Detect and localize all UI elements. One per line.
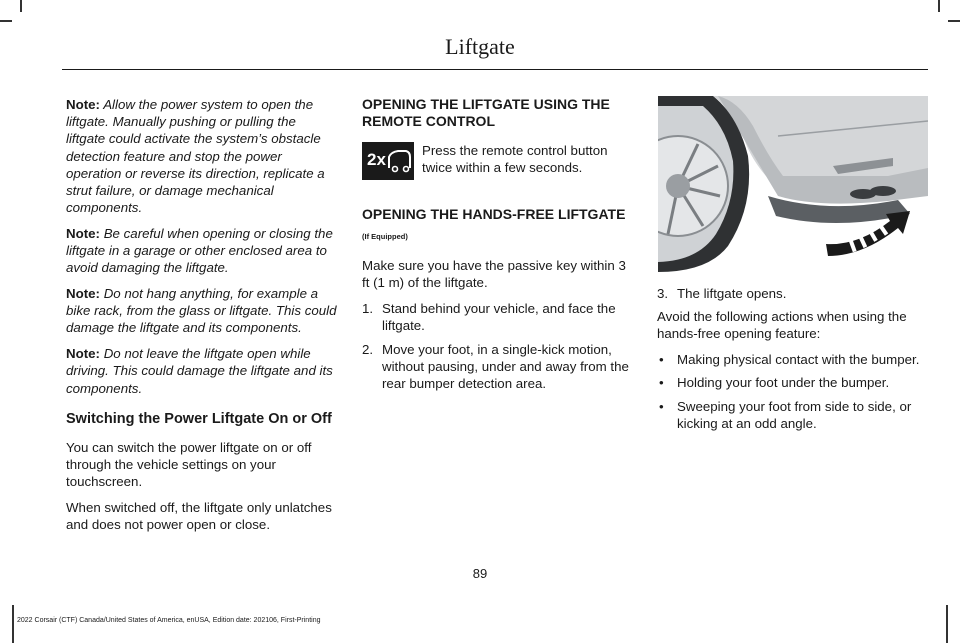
body-paragraph: You can switch the power liftgate on or off through the vehicle settings on your touchscreen. bbox=[66, 439, 312, 490]
bullet: • bbox=[659, 398, 664, 414]
note-text: Do not leave the liftgate open while driving. This could damage the liftgate and its components. bbox=[66, 346, 333, 396]
vehicle-rear-glyph bbox=[362, 142, 414, 180]
middle-column bbox=[362, 96, 634, 400]
page-number: 89 bbox=[472, 566, 488, 581]
remote-icon-label: 2x bbox=[367, 150, 386, 169]
note-label: Note: bbox=[66, 286, 100, 302]
bullet: • bbox=[659, 375, 664, 391]
bullet-text: Making physical contact with the bumper. bbox=[677, 352, 920, 368]
note-paragraph bbox=[66, 345, 338, 397]
bullet-text: Holding your foot under the bumper. bbox=[677, 375, 890, 391]
list-item bbox=[657, 351, 929, 368]
avoid-list bbox=[657, 351, 929, 432]
crop-mark bbox=[938, 0, 940, 12]
edition-footer: 2022 Corsair (CTF) Canada/United States of America, enUSA, Edition date: 202106, First-Printing bbox=[17, 617, 321, 624]
list-item bbox=[362, 341, 634, 393]
bumper-drawing bbox=[658, 96, 928, 272]
remote-instruction bbox=[362, 142, 634, 180]
list-item bbox=[657, 285, 929, 302]
step-text: Move your foot, in a single-kick motion, without pausing, under and away from the rear bumper detection area. bbox=[382, 341, 629, 391]
steps-list bbox=[362, 300, 634, 392]
crop-mark bbox=[948, 20, 960, 22]
right-column bbox=[657, 285, 929, 438]
bullet: • bbox=[659, 352, 664, 368]
left-column bbox=[66, 96, 338, 542]
note-label: Note: bbox=[66, 97, 100, 112]
list-item bbox=[362, 300, 634, 334]
remote-instruction-text: Press the remote control button twice within a few seconds. bbox=[422, 143, 608, 176]
step-number: 2. bbox=[362, 341, 374, 357]
crop-mark bbox=[20, 0, 22, 12]
list-item bbox=[657, 374, 929, 391]
rear-bumper-kick-illustration bbox=[658, 96, 928, 272]
note-paragraph bbox=[66, 225, 338, 277]
note-label: Note: bbox=[66, 346, 100, 362]
note-paragraph bbox=[66, 285, 338, 337]
page-title: Liftgate bbox=[445, 34, 515, 59]
step-text: Stand behind your vehicle, and face the liftgate. bbox=[382, 301, 616, 334]
step-text: The liftgate opens. bbox=[677, 286, 787, 301]
note-text: Be careful when opening or closing the liftgate in a garage or other enclosed area to avoid damaging the liftgate. bbox=[66, 225, 333, 276]
body-paragraph: Avoid the following actions when using the hands-free opening feature: bbox=[657, 309, 907, 342]
remote-liftgate-2x-icon bbox=[362, 142, 414, 180]
crop-mark bbox=[0, 20, 12, 22]
note-label: Note: bbox=[66, 225, 100, 241]
section-heading-remote: OPENING THE LIFTGATE USING THE REMOTE CONTROL bbox=[362, 96, 610, 129]
steps-list bbox=[657, 285, 929, 302]
note-paragraph bbox=[66, 96, 338, 216]
header-rule bbox=[62, 69, 928, 70]
section-heading-power-liftgate: Switching the Power Liftgate On or Off bbox=[66, 410, 332, 427]
body-paragraph: Make sure you have the passive key within 3 ft (1 m) of the liftgate. bbox=[362, 258, 626, 291]
step-number: 3. bbox=[657, 286, 669, 301]
if-equipped-label: (If Equipped) bbox=[362, 232, 408, 241]
list-item bbox=[657, 398, 929, 432]
crop-mark bbox=[12, 605, 14, 643]
crop-mark bbox=[946, 605, 948, 643]
note-text: Do not hang anything, for example a bike rack, from the glass or liftgate. This could damage the liftgate and its components. bbox=[66, 286, 337, 336]
section-heading-hands-free: OPENING THE HANDS-FREE LIFTGATE bbox=[362, 206, 626, 222]
step-number: 1. bbox=[362, 301, 374, 317]
bullet-text: Sweeping your foot from side to side, or kicking at an odd angle. bbox=[677, 398, 912, 431]
body-paragraph: When switched off, the liftgate only unlatches and does not power open or close. bbox=[66, 499, 332, 533]
note-text: Allow the power system to open the liftgate. Manually pushing or pulling the liftgate could activate the system’s obstacle detection feature and stop the power operation or reverse its direction, replicate a strut failure, or damage mechanical components. bbox=[66, 97, 325, 216]
